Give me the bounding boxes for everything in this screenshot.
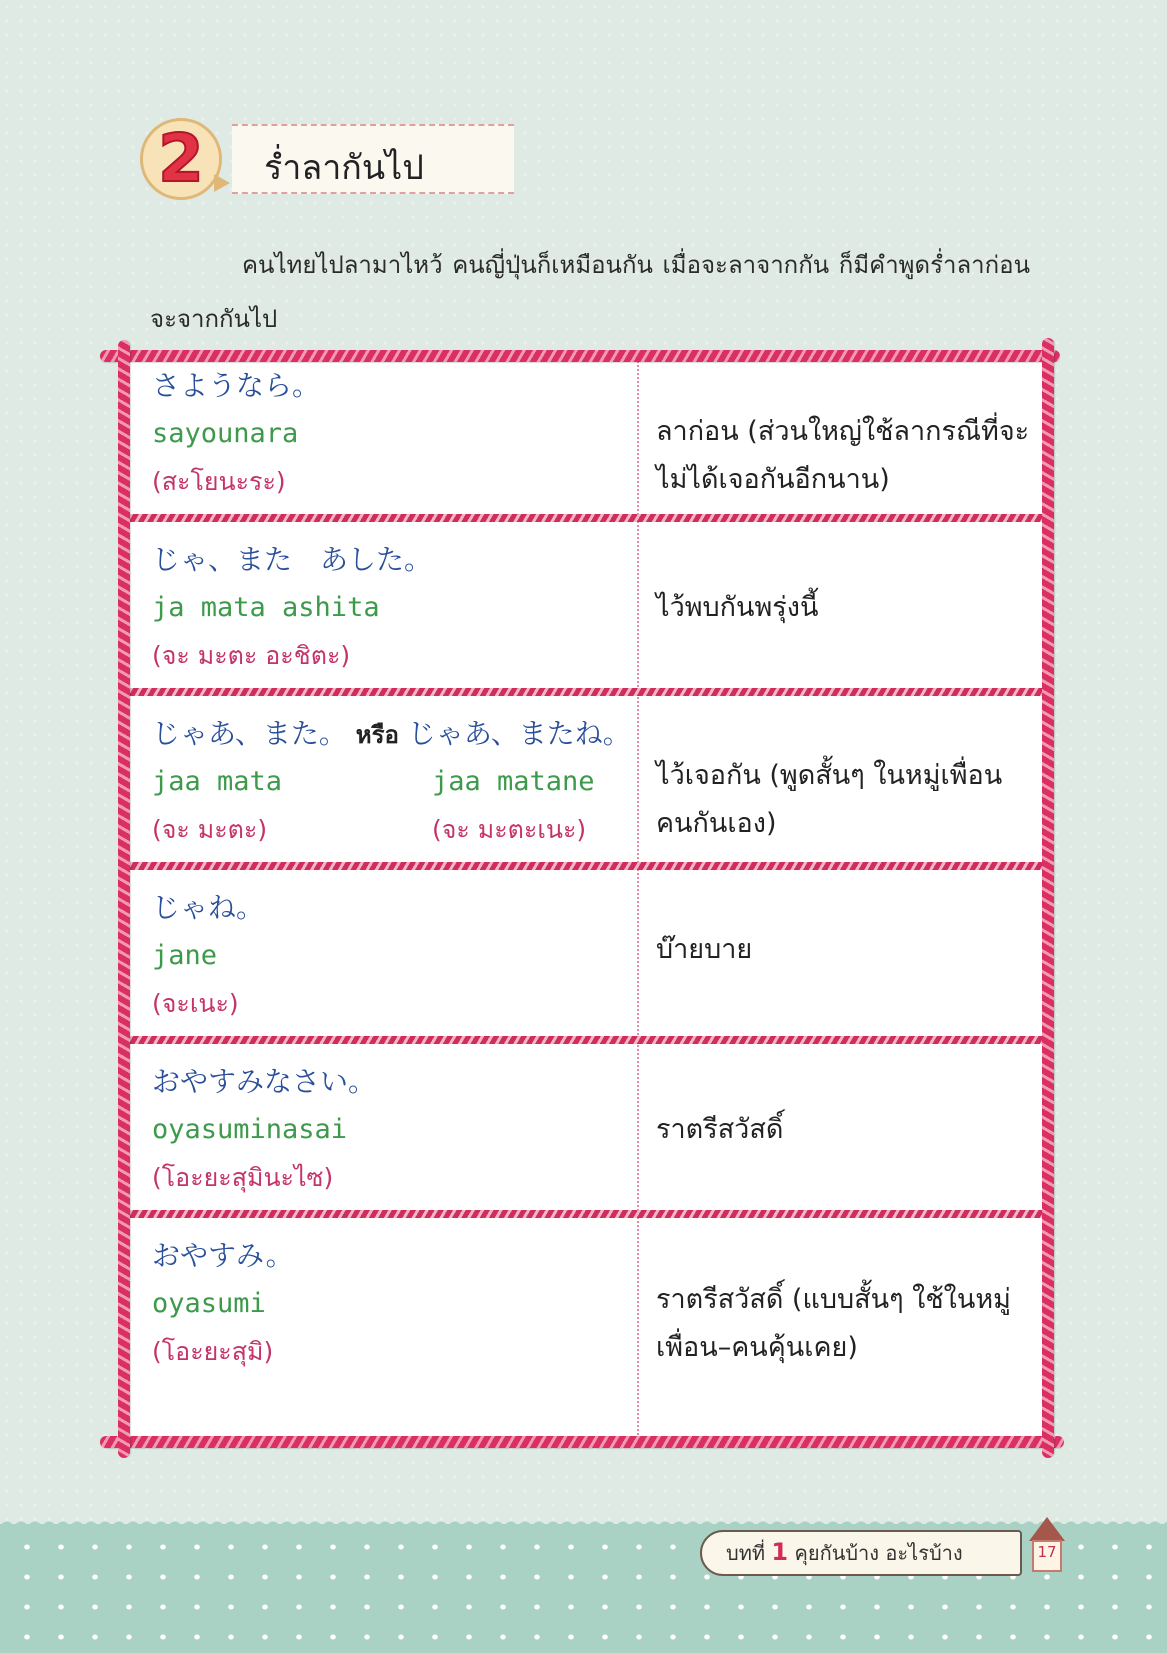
japanese-text-alt: じゃあ、またね。 [407,717,631,750]
romaji-text: oyasumi [152,1288,266,1319]
intro-paragraph: คนไทยไปลามาไหว้ คนญี่ปุ่นก็เหมือนกัน เมื่อจะลาจากกัน ก็มีคำพูดร่ำลาก่อนจะจากกันไป [150,251,1030,333]
phrase-cell [152,1058,376,1202]
row-divider [124,862,1044,870]
reading-line [152,806,631,854]
chapter-number: 1 [771,1538,789,1566]
section-badge [140,118,244,202]
table-row [124,884,1044,1036]
meaning-text: ราตรีสวัสดิ์ (แบบสั้นๆ ใช้ในหมู่เพื่อน–คนคุ้นเคย) [656,1284,1011,1363]
chapter-label [726,1537,963,1568]
section-title: ร่ำลากันไป [264,148,424,188]
phrase-table [100,348,1060,1458]
romaji-text: jane [152,940,218,971]
japanese-text: さようなら。 [152,369,321,402]
thai-reading: (จะ มะตะ อะชิตะ) [152,641,351,670]
romaji-text: sayounara [152,418,299,449]
table-row [124,1232,1044,1422]
row-divider [124,688,1044,696]
phrase-cell [152,1232,294,1376]
rope-border-left [118,340,130,1458]
japanese-text: おやすみなさい。 [152,1065,377,1098]
table-row [124,536,1044,688]
meaning-text: ลาก่อน (ส่วนใหญ่ใช้ลากรณีที่จะไม่ได้เจอกันอีกนาน) [656,416,1030,495]
thai-reading: (โอะยะสุมินะไซ) [152,1163,334,1192]
meaning-text: ไว้พบกันพรุ่งนี้ [656,592,819,623]
section-number: 2 [158,120,204,197]
japanese-text: じゃね。 [152,891,265,924]
japanese-text: じゃあ、また。 [152,717,347,750]
house-roof-icon [1029,1517,1065,1541]
row-divider [124,1036,1044,1044]
thai-reading: (จะ มะตะ) [152,815,268,844]
thai-reading: (สะโยนะระ) [152,467,286,496]
meaning-text: บ๊ายบาย [656,934,753,965]
romaji-text: jaa mata [152,766,283,797]
romaji-text: ja mata ashita [152,592,380,623]
chapter-title: คุยกันบ้าง อะไรบ้าง [794,1541,963,1565]
thai-reading: (โอะยะสุมิ) [152,1337,274,1366]
rope-border-bottom [100,1436,1064,1448]
romaji-text: oyasuminasai [152,1114,348,1145]
phrase-cell [152,884,264,1028]
japanese-text: じゃ、また あした。 [152,543,433,576]
chapter-prefix: บทที่ [726,1541,766,1565]
row-divider [124,514,1044,522]
or-word: หรือ [355,721,399,749]
rope-border-top [100,350,1060,362]
meaning-text: ราตรีสวัสดิ์ [656,1114,784,1145]
thai-reading: (จะเนะ) [152,989,239,1018]
table-row [124,710,1044,862]
row-divider [124,1210,1044,1218]
phrase-cell [152,710,631,854]
romaji-line [152,758,631,806]
table-row [124,1058,1044,1210]
meaning-text: ไว้เจอกัน (พูดสั้นๆ ในหมู่เพื่อน คนกันเอง) [656,760,1003,839]
rope-border-right [1042,338,1054,1458]
phrase-cell [152,536,432,680]
table-row [124,362,1044,514]
japanese-text: おやすみ。 [152,1239,294,1272]
japanese-text-line [152,710,631,758]
page-number: 17 [1037,1543,1057,1561]
phrase-cell [152,362,320,506]
thai-reading-alt: (จะ มะตะเนะ) [432,815,587,844]
romaji-text-alt: jaa matane [432,766,595,797]
